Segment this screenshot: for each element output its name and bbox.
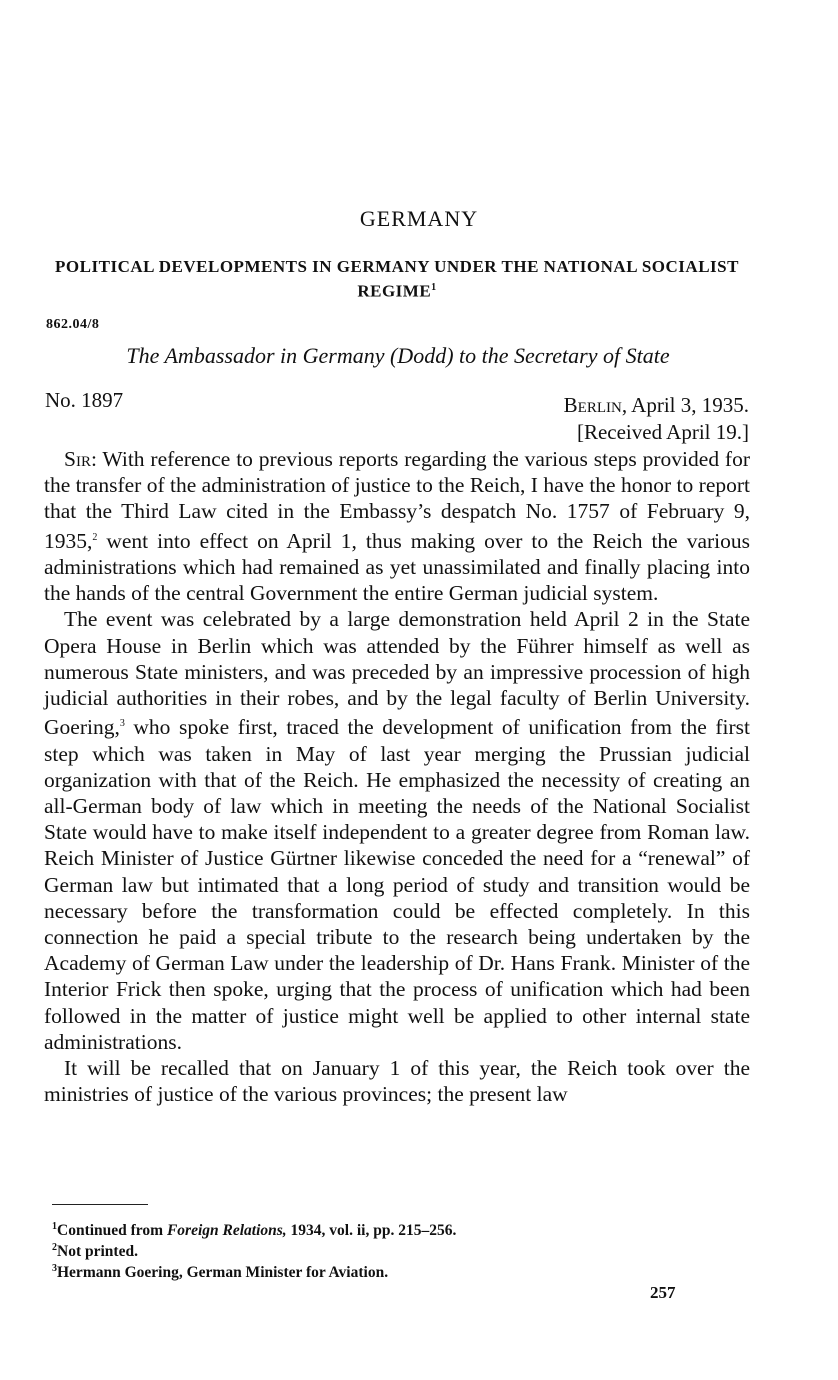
received-date: [Received April 19.] [576,420,749,444]
footnote-3 [52,1260,752,1281]
footnote-mark: 1 [52,1221,57,1232]
footnotes [52,1218,752,1281]
place-date [564,392,749,419]
footnote-mark: 2 [52,1242,57,1254]
file-number: 862.04/8 [46,317,100,332]
footnote-text: Continued from [57,1222,167,1240]
page-number: 257 [650,1283,676,1302]
paragraph-2 [44,606,750,1055]
footnote-ref-2: 2 [92,531,98,543]
footnote-text: Hermann Goering, German Minister for Aviation. [57,1264,389,1282]
paragraph-2-rest: who spoke first, traced the development of unification from the first step which was taken in May of last year merging the Prussian judicial organization with that of the Reich. He emphasized the necessity of creating an all-German body of law which in meeting the needs of the National Socialist State would have to make itself independent to a greater degree from Roman law. Reich Minister of Justice Gürtner likewise conceded the need for a “renewal” of German law but intimated that a long period of study and transition would be necessary before the transformation could be effected completely. In this connection he paid a special tribute to the research being undertaken by the Academy of German Law under the leadership of Dr. Hans Frank. Minister of the Interior Frick then spoke, urging that the process of unification which had been followed in the matter of justice might well be applied to other internal state administrations. [44,715,750,1054]
footnote-1 [52,1218,752,1239]
dateline [564,392,749,446]
footnote-ref-3: 3 [119,718,125,730]
despatch-number: No. 1897 [45,388,124,412]
document-heading: The Ambassador in Germany (Dodd) to the Secretary of State [126,343,670,368]
paragraph-2-text: The event was celebrated by a large demonstration held April 2 in the State Opera House in Berlin which was attended by the Führer himself as well as numerous State ministers, and was preceded by an impressive procession of high judicial authorities in their robes, and by the legal faculty of Berlin University. Goering, [44,607,750,740]
letter-body [44,446,750,1107]
subject-text: POLITICAL DEVELOPMENTS IN GERMANY UNDER THE NATIONAL SOCIALIST REGIME [55,257,739,301]
footnote-divider [52,1204,148,1205]
footnote-citation: 1934, vol. ii, pp. 215–256. [286,1222,457,1240]
country-title: GERMANY [359,206,479,231]
footnote-ref-1: 1 [431,282,437,293]
paragraph-1-rest: went into effect on April 1, thus making over to the Reich the various administrations which had remained as yet unassimilated and finally placing into the hands of the central Government the entire German judicial system. [44,528,750,606]
place: Berlin [563,393,622,417]
footnote-text: Not printed. [57,1243,138,1261]
salutation: Sir [64,447,91,471]
footnote-source-title: Foreign Relations, [166,1222,287,1240]
date: , April 3, 1935. [621,393,749,417]
paragraph-3: It will be recalled that on January 1 of this year, the Reich took over the ministries of justice of the various provinces; the present law [44,1055,750,1107]
subject-heading [44,256,750,302]
footnote-2 [52,1239,752,1260]
paragraph-1 [44,446,750,606]
footnote-mark: 3 [52,1263,57,1275]
paragraph-1-text: : With reference to previous reports regarding the various steps provided for the transfer of the administration of justice to the Reich, I have the honor to report that the Third Law cited in the Embassy’s despatch No. 1757 of February 9, 1935, [44,447,750,553]
